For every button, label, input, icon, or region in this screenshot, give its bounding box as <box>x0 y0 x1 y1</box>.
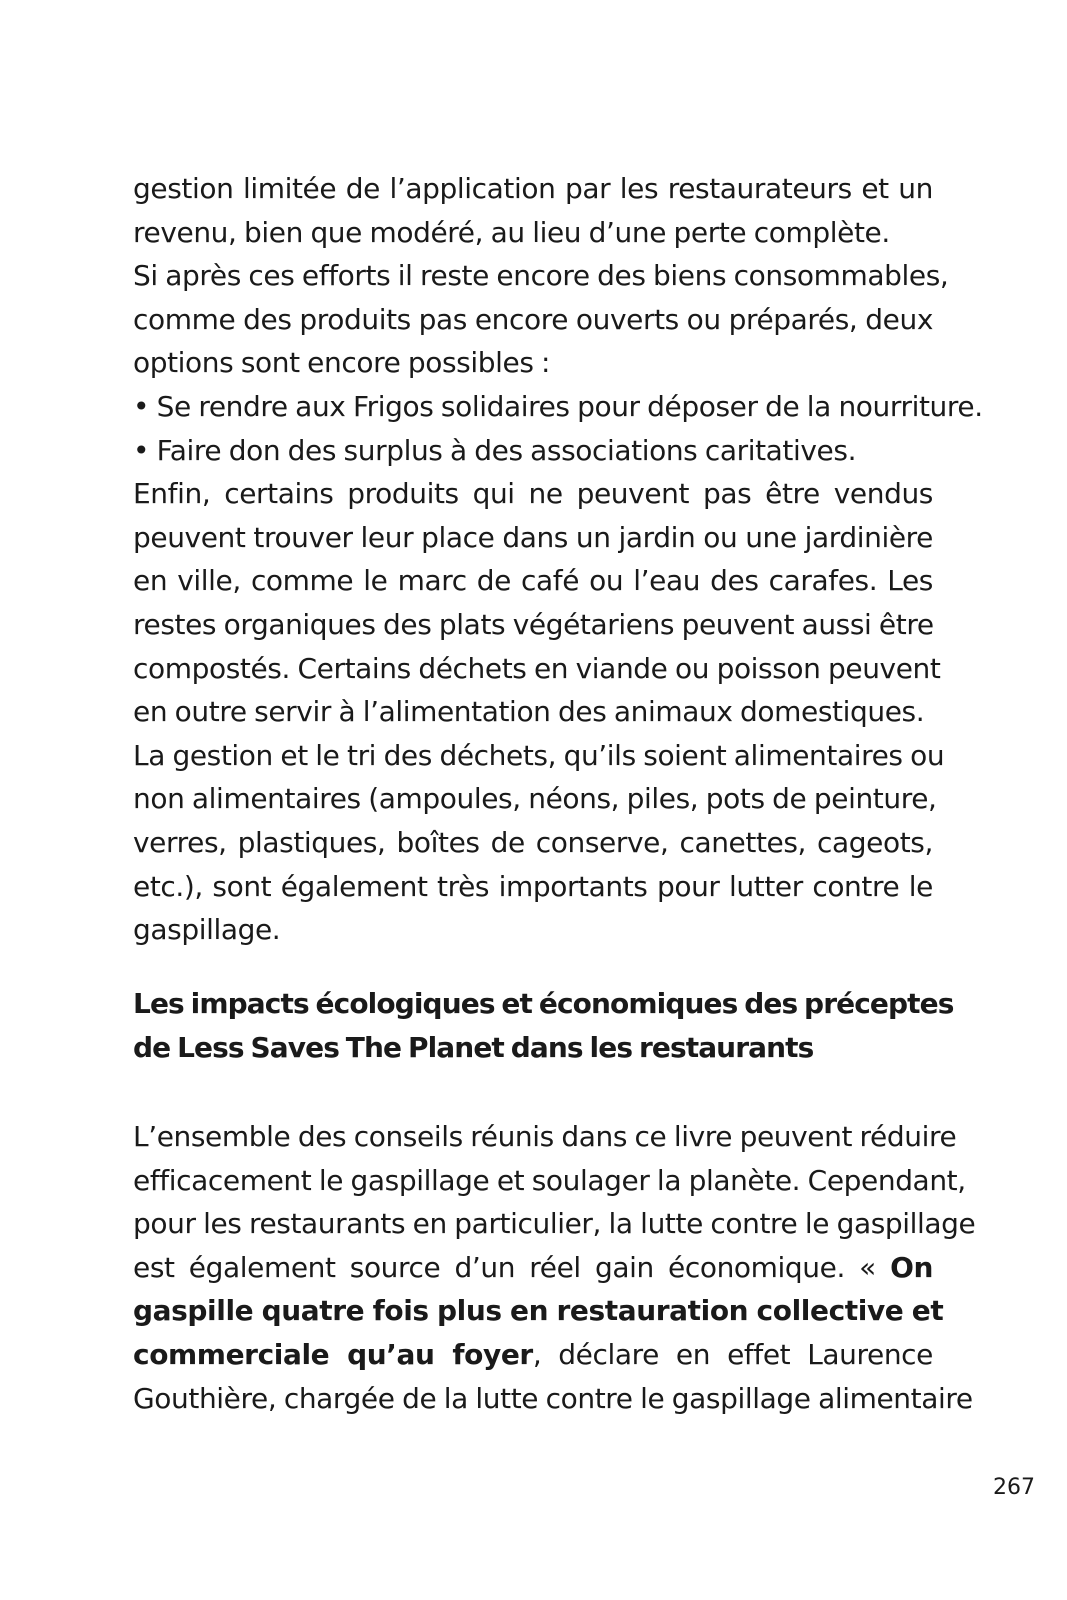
text-run: , déclare en effet Laurence <box>532 1337 933 1371</box>
text-line: restes organiques des plats végétariens peuvent aussi être <box>133 607 934 641</box>
quote-bold-line: gaspille quatre fois plus en restauration collective et <box>133 1294 944 1328</box>
text-line: gestion limitée de l’application par les restaurateurs et un <box>133 172 933 205</box>
text-run: est également source d’un réel gain économique. « <box>133 1250 891 1284</box>
body-text-section-2 <box>133 1115 976 1420</box>
text-line: L’ensemble des conseils réunis dans ce livre peuvent réduire <box>133 1120 957 1153</box>
quote-bold-run: On <box>890 1250 933 1284</box>
body-text-section-1 <box>133 167 983 952</box>
text-line: verres, plastiques, boîtes de conserve, canettes, cageots, <box>133 825 933 859</box>
heading-line-2: de Less Saves The Planet dans les restaurants <box>133 1030 814 1064</box>
text-line: Si après ces efforts il reste encore des biens consommables, <box>133 259 949 293</box>
text-line: pour les restaurants en particulier, la lutte contre le gaspillage <box>133 1207 976 1241</box>
bullet-item: • Faire don des surplus à des associations caritatives. <box>133 433 857 467</box>
section-heading <box>133 982 954 1069</box>
text-line: Enfin, certains produits qui ne peuvent pas être vendus <box>133 477 933 511</box>
text-line: non alimentaires (ampoules, néons, piles, pots de peinture, <box>133 782 937 816</box>
text-line: en outre servir à l’alimentation des animaux domestiques. <box>133 695 925 729</box>
text-line-with-quote-start <box>133 1246 933 1290</box>
quote-bold-run: commerciale qu’au foyer <box>133 1337 533 1371</box>
text-line: comme des produits pas encore ouverts ou préparés, deux <box>133 302 933 336</box>
heading-line-1: Les impacts écologiques et économiques des préceptes <box>133 987 954 1020</box>
text-line: gaspillage. <box>133 913 281 947</box>
text-line: Gouthière, chargée de la lutte contre le gaspillage alimentaire <box>133 1381 973 1415</box>
text-line: compostés. Certains déchets en viande ou poisson peuvent <box>133 651 941 685</box>
text-line: en ville, comme le marc de café ou l’eau des carafes. Les <box>133 564 933 598</box>
text-line-with-quote-end <box>133 1333 933 1377</box>
text-line: options sont encore possibles : <box>133 346 551 380</box>
page-number: 267 <box>993 1475 1035 1500</box>
text-line: etc.), sont également très importants pour lutter contre le <box>133 869 933 903</box>
text-line: La gestion et le tri des déchets, qu’ils soient alimentaires ou <box>133 738 945 772</box>
text-line: peuvent trouver leur place dans un jardin ou une jardinière <box>133 520 933 554</box>
bullet-item: • Se rendre aux Frigos solidaires pour déposer de la nourriture. <box>133 389 983 423</box>
text-line: efficacement le gaspillage et soulager la planète. Cependant, <box>133 1163 966 1197</box>
text-line: revenu, bien que modéré, au lieu d’une perte complète. <box>133 215 890 249</box>
